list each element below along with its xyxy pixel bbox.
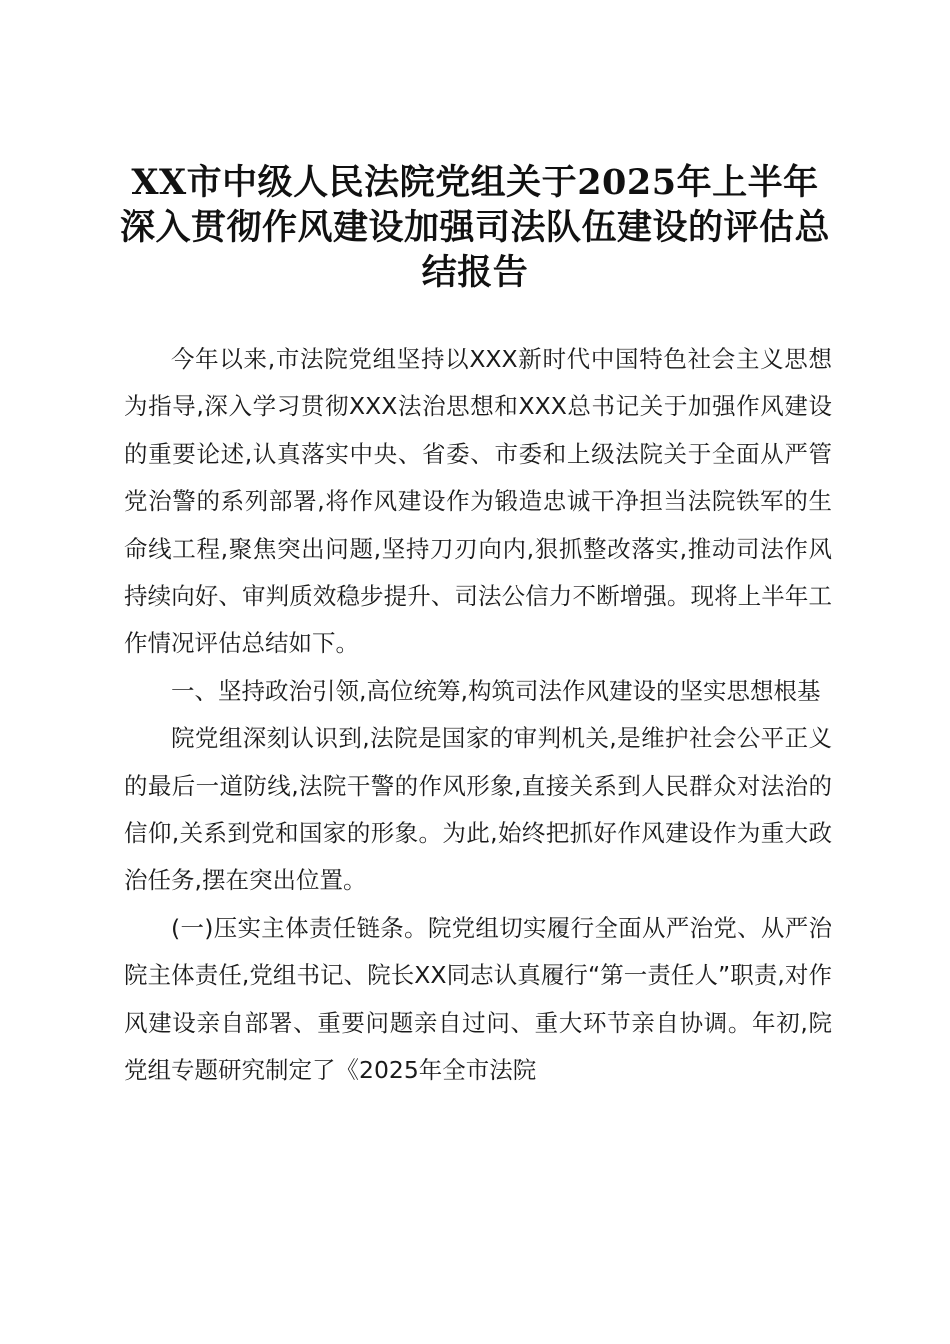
document-body xyxy=(124,336,832,1095)
section-heading-one: 一、坚持政治引领,高位统筹,构筑司法作风建设的坚实思想根基 xyxy=(171,676,821,705)
subsection-one-paragraph: (一)压实主体责任链条。院党组切实履行全面从严治党、从严治院主体责任,党组书记、院长XX同志认真履行“第一责任人”职责,对作风建设亲自部署、重要问题亲自过问、重大环节亲自协调。年初,院党组专题研究制定了《2025年全市法院 xyxy=(124,913,832,1085)
intro-paragraph: 今年以来,市法院党组坚持以XXX新时代中国特色社会主义思想为指导,深入学习贯彻XXX法治思想和XXX总书记关于加强作风建设的重要论述,认真落实中央、省委、市委和上级法院关于全面从严管党治警的系列部署,将作风建设作为锻造忠诚干净担当法院铁军的生命线工程,聚焦突出问题,坚持刀刃向内,狠抓整改落实,推动司法作风持续向好、审判质效稳步提升、司法公信力不断增强。现将上半年工作情况评估总结如下。 xyxy=(124,345,832,658)
document-title: XX市中级人民法院党组关于2025年上半年深入贯彻作风建设加强司法队伍建设的评估总结报告 xyxy=(119,162,830,293)
section-one-paragraph: 院党组深刻认识到,法院是国家的审判机关,是维护社会公平正义的最后一道防线,法院干警的作风形象,直接关系到人民群众对法治的信仰,关系到党和国家的形象。为此,始终把抓好作风建设作为重大政治任务,摆在突出位置。 xyxy=(124,724,832,895)
